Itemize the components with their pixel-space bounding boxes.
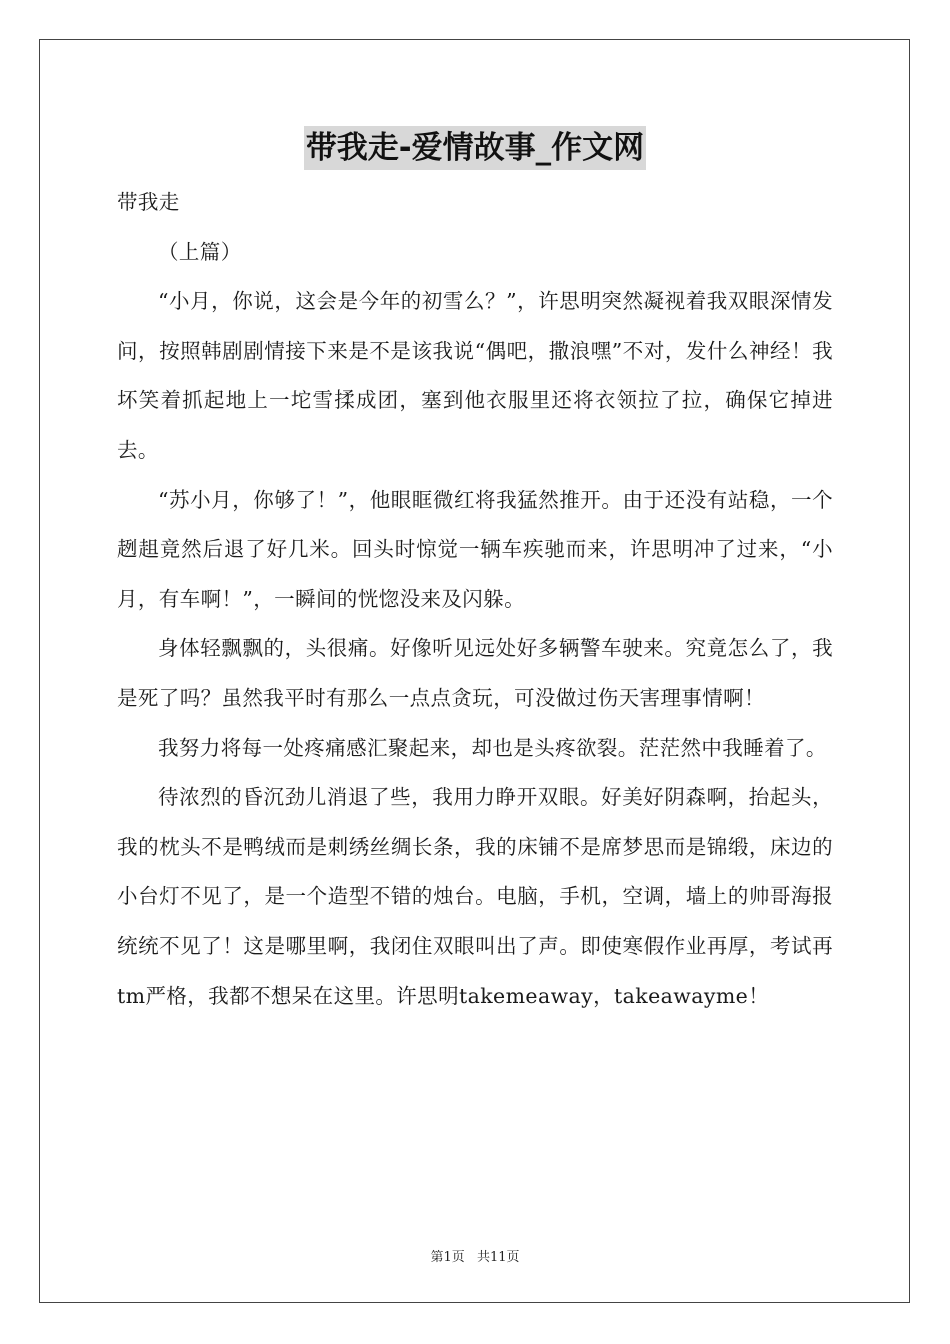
document-body <box>117 178 833 1021</box>
title-wrap <box>0 126 950 170</box>
page-footer <box>0 1246 950 1265</box>
paragraph: “苏小月，你够了！”，他眼眶微红将我猛然推开。由于还没有站稳，一个趔趄竟然后退了好几米。回头时惊觉一辆车疾驰而来，许思明冲了过来，“小月，有车啊！”，一瞬间的恍惚没来及闪躲。 <box>117 487 833 611</box>
paragraph-section-label: （上篇） <box>158 239 242 264</box>
page-number-current: 第1页 <box>430 1250 465 1265</box>
paragraph: 身体轻飘飘的，头很痛。好像听见远处好多辆警车驶来。究竟怎么了，我是死了吗？虽然我平时有那么一点点贪玩，可没做过伤天害理事情啊！ <box>117 636 833 710</box>
page-number-total: 共11页 <box>476 1250 520 1265</box>
paragraph: 待浓烈的昏沉劲儿消退了些，我用力睁开双眼。好美好阴森啊，抬起头，我的枕头不是鸭绒而是刺绣丝绸长条，我的床铺不是席梦思而是锦缎，床边的小台灯不见了，是一个造型不错的烛台。电脑，手机，空调，墙上的帅哥海报统统不见了！这是哪里啊，我闭住双眼叫出了声。即使寒假作业再厚，考试再tm严格，我都不想呆在这里。许思明takemeaway，takeawayme！ <box>117 785 833 1008</box>
document-title: 带我走-爱情故事_作文网 <box>304 126 646 170</box>
paragraph-heading: 带我走 <box>117 190 180 214</box>
paragraph: 我努力将每一处疼痛感汇聚起来，却也是头疼欲裂。茫茫然中我睡着了。 <box>158 735 827 760</box>
paragraph: “小月，你说，这会是今年的初雪么？”，许思明突然凝视着我双眼深情发问，按照韩剧剧情接下来是不是该我说“偶吧，撒浪嘿”不对，发什么神经！我坏笑着抓起地上一坨雪揉成团，塞到他衣服里还将衣领拉了拉，确保它掉进去。 <box>117 289 833 462</box>
